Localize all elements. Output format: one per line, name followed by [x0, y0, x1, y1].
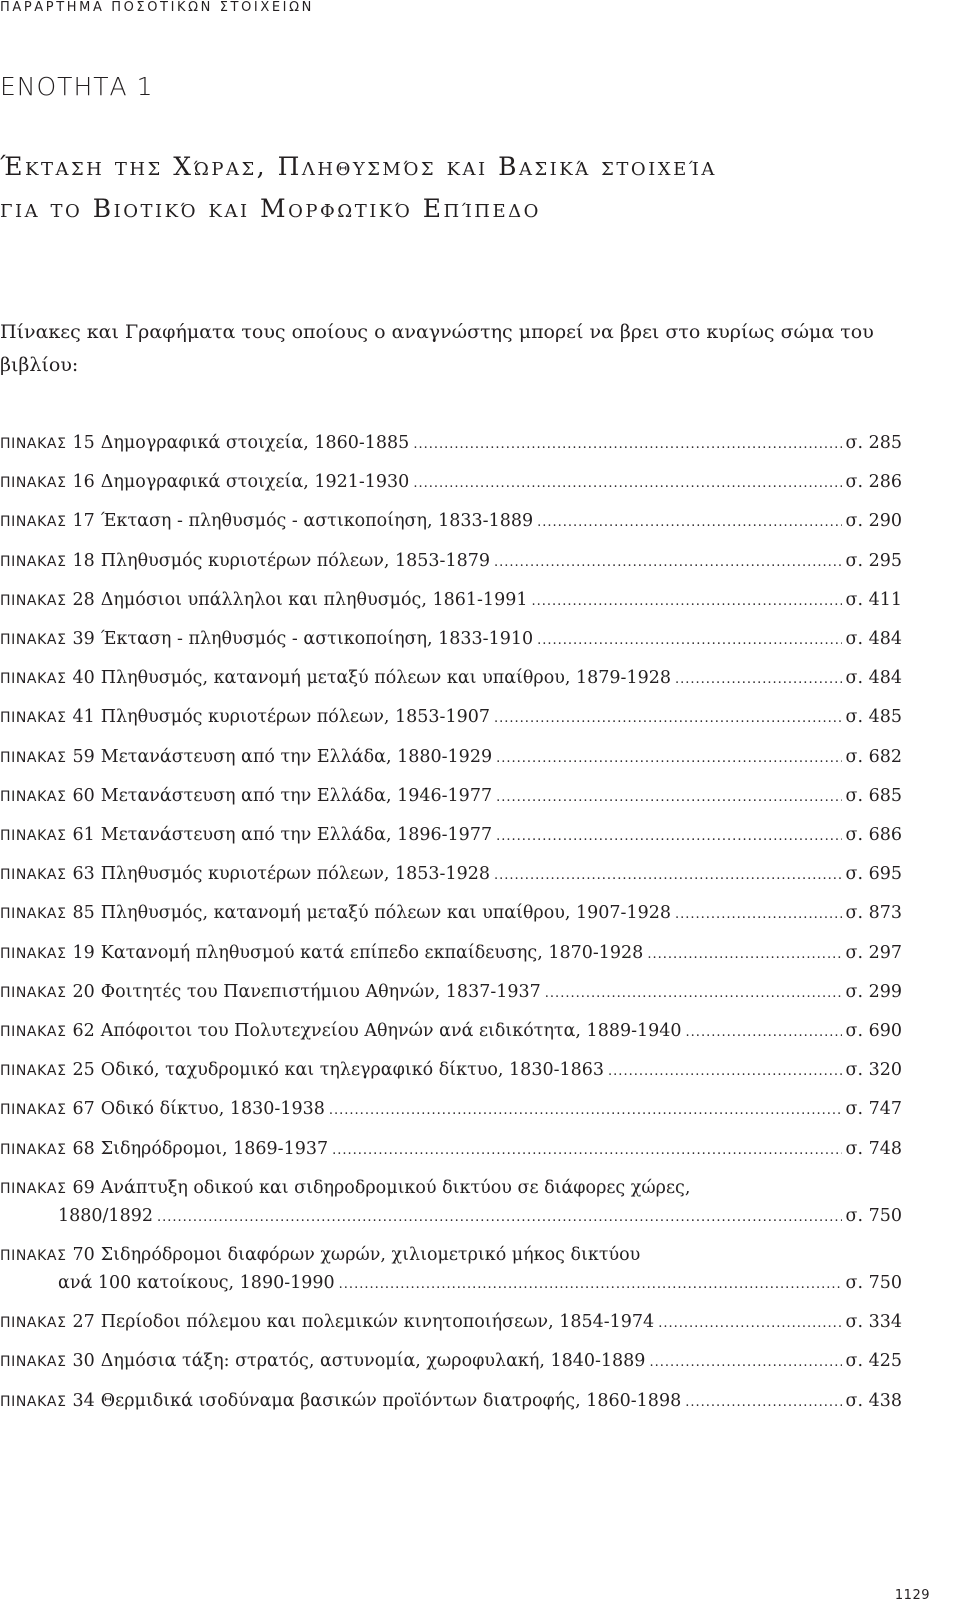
leader-dots: [329, 1100, 842, 1122]
entry-page: σ. 685: [845, 785, 902, 806]
entry-page: σ. 438: [845, 1390, 902, 1411]
toc-entry: [0, 902, 902, 926]
toc-entry: [0, 628, 902, 652]
entry-prefix: ΠΙΝΑΚΑΣ: [0, 1354, 67, 1371]
entry-title: Μετανάστευση από την Ελλάδα, 1880-1929: [100, 746, 493, 767]
entry-title-continued: ανά 100 κατοίκους, 1890-1990: [58, 1273, 335, 1293]
entry-title: Φοιτητές του Πανεπιστήμιου Αθηνών, 1837-1937: [100, 981, 541, 1002]
entry-number: 18: [72, 550, 95, 571]
entry-title: Πληθυσμός, κατανομή μεταξύ πόλεων και υπαίθρου, 1879-1928: [100, 668, 671, 689]
entry-number: 17: [72, 511, 95, 532]
section-title-line-1: Έκταση της Χώρας, Πληθυσμός και Βασικά στοιχεία: [0, 152, 717, 181]
entry-title: Θερμιδικά ισοδύναμα βασικών προϊόντων διατροφής, 1860-1898: [100, 1390, 682, 1411]
page-number: 1129: [894, 1588, 930, 1603]
entry-page: σ. 695: [845, 864, 902, 885]
entry-number: 40: [72, 668, 95, 689]
toc-entry: [0, 1020, 902, 1044]
leader-dots: [494, 708, 842, 730]
leader-dots: [545, 983, 842, 1005]
entry-number: 62: [72, 1021, 95, 1041]
leader-dots: [531, 591, 841, 613]
entry-title: Έκταση - πληθυσμός - αστικοποίηση, 1833-1910: [100, 629, 534, 649]
entry-title: Οδικό, ταχυδρομικό και τηλεγραφικό δίκτυο, 1830-1863: [100, 1060, 605, 1081]
entry-prefix: ΠΙΝΑΚΑΣ: [0, 671, 67, 688]
entry-title: Ανάπτυξη οδικού και σιδηροδρομικού δικτύου σε διάφορες χώρες,: [100, 1177, 691, 1198]
entry-title: Μετανάστευση από την Ελλάδα, 1946-1977: [100, 785, 493, 806]
entry-number: 59: [72, 746, 95, 767]
entry-page: σ. 411: [845, 589, 902, 610]
entry-prefix: ΠΙΝΑΚΑΣ: [0, 475, 67, 492]
entry-page: σ. 682: [845, 746, 902, 767]
section-label: ΕΝΟΤΗΤΑ 1: [0, 72, 154, 101]
leader-dots: [496, 787, 841, 809]
entry-page: σ. 334: [845, 1312, 902, 1333]
entry-prefix: ΠΙΝΑΚΑΣ: [0, 1248, 67, 1264]
entry-page: σ. 425: [845, 1351, 902, 1372]
entry-prefix: ΠΙΝΑΚΑΣ: [0, 984, 67, 1001]
toc-entry: [0, 824, 902, 848]
entry-title: Σιδηρόδρομοι, 1869-1937: [100, 1138, 329, 1159]
entry-number: 19: [72, 942, 95, 963]
section-title-line-2: για το Βιοτικό και Μορφωτικό Επίπεδο: [0, 194, 541, 223]
entry-number: 70: [72, 1245, 95, 1265]
toc-entry: [0, 1390, 902, 1414]
entry-title: Πληθυσμός κυριοτέρων πόλεων, 1853-1879: [100, 550, 491, 571]
toc-entry: [0, 471, 902, 495]
entry-page: σ. 295: [845, 550, 902, 571]
toc-entry: [0, 1098, 902, 1122]
entry-number: 34: [72, 1390, 95, 1411]
entry-prefix: ΠΙΝΑΚΑΣ: [0, 632, 67, 648]
entry-number: 39: [72, 629, 95, 649]
running-header: ΠΑΡΑΡΤΗΜΑ ΠΟΣΟΤΙΚΩΝ ΣΤΟΙΧΕΙΩΝ: [0, 0, 314, 15]
leader-dots: [339, 1274, 842, 1296]
entry-number: 15: [72, 433, 95, 453]
entry-number: 16: [72, 472, 95, 493]
leader-dots: [537, 512, 841, 534]
leader-dots: [685, 1392, 841, 1414]
entry-title: Πληθυσμός, κατανομή μεταξύ πόλεων και υπαίθρου, 1907-1928: [100, 903, 671, 924]
entry-page: σ. 485: [845, 707, 902, 728]
entry-prefix: ΠΙΝΑΚΑΣ: [0, 828, 67, 844]
entry-page: σ. 290: [845, 511, 902, 532]
toc-entry: [0, 981, 902, 1005]
entry-prefix: ΠΙΝΑΚΑΣ: [0, 945, 67, 962]
leader-dots: [157, 1207, 842, 1229]
toc-entry: [0, 863, 902, 887]
entry-number: 28: [72, 589, 95, 610]
toc-entry-continuation: [0, 1272, 902, 1296]
toc-entry-continuation: [0, 1205, 902, 1229]
leader-dots: [496, 748, 841, 770]
entry-number: 69: [72, 1177, 95, 1198]
entry-prefix: ΠΙΝΑΚΑΣ: [0, 1024, 67, 1040]
entry-title: Κατανομή πληθυσμού κατά επίπεδο εκπαίδευσης, 1870-1928: [100, 942, 644, 963]
leader-dots: [675, 904, 842, 926]
entry-title: Δημογραφικά στοιχεία, 1860-1885: [100, 433, 410, 453]
entry-page: σ. 747: [845, 1099, 902, 1120]
entry-title: Απόφοιτοι του Πολυτεχνείου Αθηνών ανά ειδικότητα, 1889-1940: [100, 1021, 682, 1041]
leader-dots: [608, 1061, 841, 1083]
entry-title: Δημογραφικά στοιχεία, 1921-1930: [100, 472, 410, 493]
toc-entry: [0, 1350, 902, 1374]
entry-title: Πληθυσμός κυριοτέρων πόλεων, 1853-1907: [100, 707, 491, 728]
leader-dots: [537, 630, 841, 652]
entry-title-continued: 1880/1892: [58, 1205, 153, 1226]
entry-title: Σιδηρόδρομοι διαφόρων χωρών, χιλιομετρικό μήκος δικτύου: [100, 1245, 641, 1265]
toc-entry: [0, 1311, 902, 1335]
toc-entry: [0, 706, 902, 730]
entry-title: Οδικό δίκτυο, 1830-1938: [100, 1099, 325, 1120]
entry-page: σ. 286: [845, 472, 902, 493]
entry-page: σ. 297: [845, 942, 902, 963]
entry-number: 63: [72, 864, 95, 885]
toc-entry: [0, 667, 902, 691]
entry-page: σ. 748: [845, 1138, 902, 1159]
entry-page: σ. 484: [845, 668, 902, 689]
entry-page: σ. 750: [845, 1205, 902, 1226]
entry-prefix: ΠΙΝΑΚΑΣ: [0, 553, 67, 570]
leader-dots: [494, 865, 842, 887]
entry-number: 20: [72, 981, 95, 1002]
intro-paragraph: Πίνακες και Γραφήματα τους οποίους ο αναγνώστης μπορεί να βρει στο κυρίως σώμα του βιβλίου:: [0, 321, 874, 376]
entry-title: Μετανάστευση από την Ελλάδα, 1896-1977: [100, 825, 493, 845]
leader-dots: [686, 1022, 842, 1044]
toc-entry: [0, 1244, 902, 1267]
entry-page: σ. 873: [845, 903, 902, 924]
toc-entry: [0, 746, 902, 770]
entry-number: 41: [72, 707, 95, 728]
entry-page: σ. 690: [845, 1021, 902, 1041]
entry-number: 85: [72, 903, 95, 924]
leader-dots: [494, 552, 842, 574]
entry-number: 60: [72, 785, 95, 806]
entry-title: Δημόσια τάξη: στρατός, αστυνομία, χωροφυλακή, 1840-1889: [100, 1351, 646, 1372]
entry-page: σ. 320: [845, 1060, 902, 1081]
entry-number: 25: [72, 1060, 95, 1081]
entry-prefix: ΠΙΝΑΚΑΣ: [0, 1102, 67, 1119]
entry-prefix: ΠΙΝΑΚΑΣ: [0, 592, 67, 609]
toc-entry: [0, 1177, 902, 1200]
entry-page: σ. 686: [845, 825, 902, 845]
entry-prefix: ΠΙΝΑΚΑΣ: [0, 749, 67, 766]
entry-title: Δημόσιοι υπάλληλοι και πληθυσμός, 1861-1991: [100, 589, 528, 610]
entry-page: σ. 750: [845, 1273, 902, 1293]
leader-dots: [496, 826, 841, 848]
leader-dots: [649, 1352, 841, 1374]
entry-prefix: ΠΙΝΑΚΑΣ: [0, 710, 67, 727]
entry-title: Πληθυσμός κυριοτέρων πόλεων, 1853-1928: [100, 864, 491, 885]
section-title: [0, 146, 717, 230]
entry-prefix: ΠΙΝΑΚΑΣ: [0, 1141, 67, 1158]
entry-prefix: ΠΙΝΑΚΑΣ: [0, 906, 67, 923]
entry-number: 27: [72, 1312, 95, 1333]
entry-page: σ. 285: [845, 433, 902, 453]
entry-number: 68: [72, 1138, 95, 1159]
entry-prefix: ΠΙΝΑΚΑΣ: [0, 1393, 67, 1410]
entry-number: 67: [72, 1099, 95, 1120]
toc-entry: [0, 510, 902, 534]
leader-dots: [675, 669, 842, 691]
entry-prefix: ΠΙΝΑΚΑΣ: [0, 1180, 67, 1197]
entry-number: 30: [72, 1351, 95, 1372]
entry-title: Έκταση - πληθυσμός - αστικοποίηση, 1833-1889: [100, 511, 534, 532]
toc-entry: [0, 1138, 902, 1162]
entry-page: σ. 484: [845, 629, 902, 649]
leader-dots: [332, 1140, 841, 1162]
leader-dots: [658, 1313, 841, 1335]
entry-prefix: ΠΙΝΑΚΑΣ: [0, 1063, 67, 1080]
leader-dots: [413, 434, 841, 456]
entry-prefix: ΠΙΝΑΚΑΣ: [0, 1315, 67, 1332]
toc-entry: [0, 942, 902, 966]
toc-entry: [0, 785, 902, 809]
toc-entry: [0, 589, 902, 613]
entry-number: 61: [72, 825, 95, 845]
entry-prefix: ΠΙΝΑΚΑΣ: [0, 436, 67, 452]
leader-dots: [647, 944, 841, 966]
entry-title: Περίοδοι πόλεμου και πολεμικών κινητοποιήσεων, 1854-1974: [100, 1312, 655, 1333]
toc-entry: [0, 550, 902, 574]
entry-page: σ. 299: [845, 981, 902, 1002]
entry-prefix: ΠΙΝΑΚΑΣ: [0, 514, 67, 531]
toc-entry: [0, 432, 902, 456]
entry-prefix: ΠΙΝΑΚΑΣ: [0, 788, 67, 805]
leader-dots: [413, 473, 841, 495]
toc-entry: [0, 1059, 902, 1083]
entry-prefix: ΠΙΝΑΚΑΣ: [0, 867, 67, 884]
